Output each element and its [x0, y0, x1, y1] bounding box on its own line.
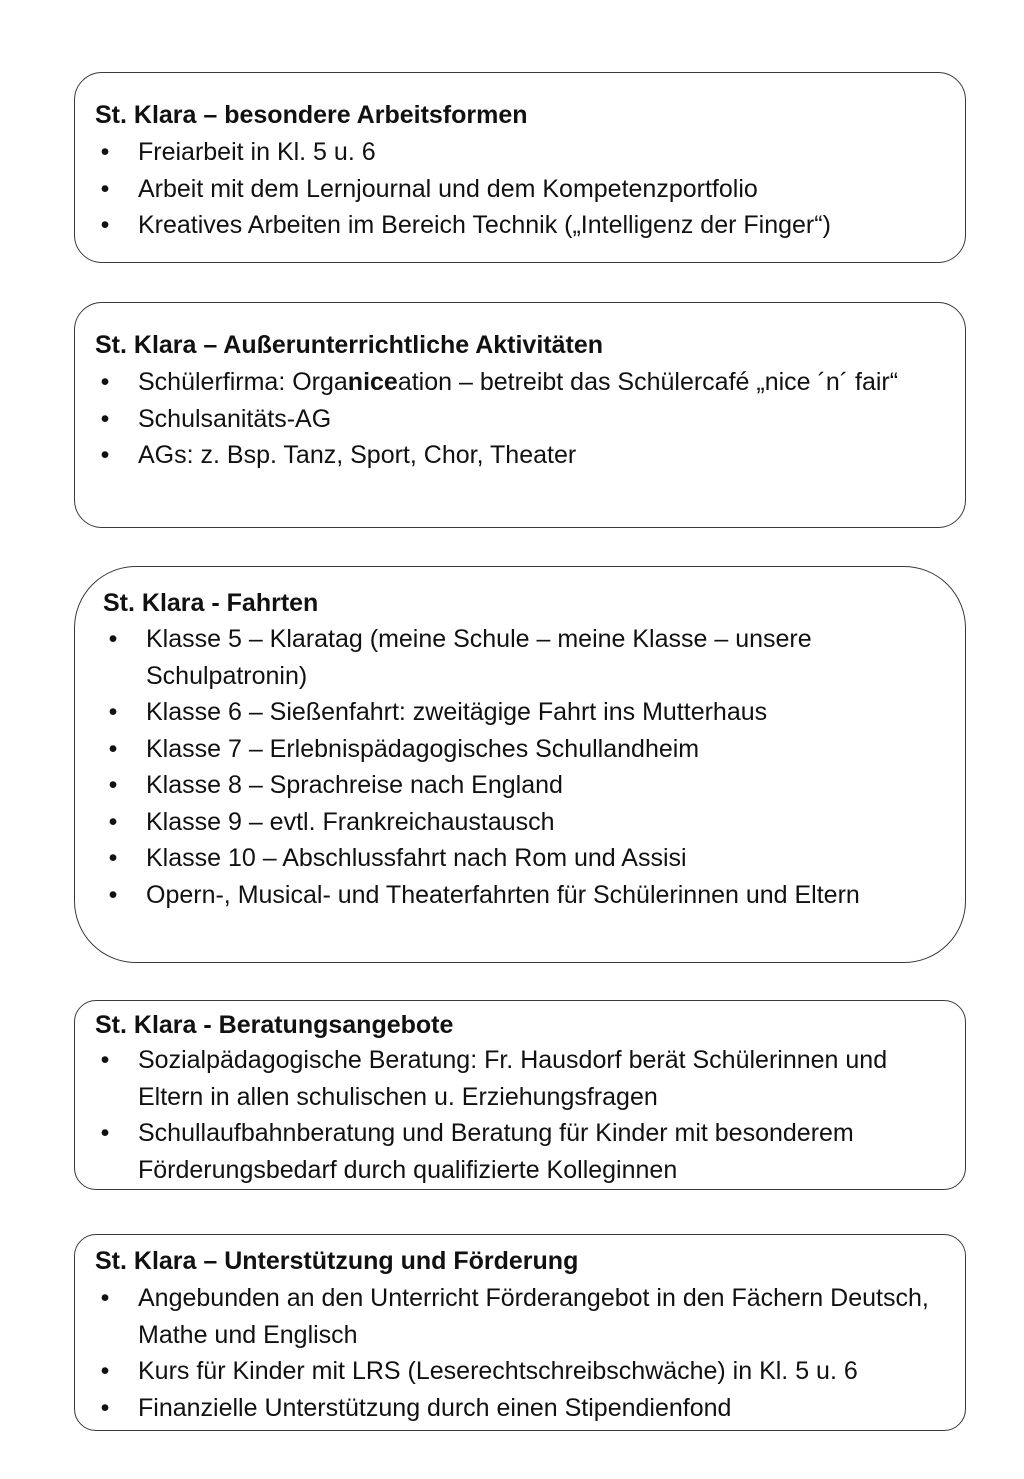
section-box-beratung [74, 1000, 966, 1190]
bullet-icon: • [108, 844, 118, 872]
section-title: St. Klara - Beratungsangebote [95, 1011, 454, 1039]
list-item: • Finanzielle Unterstützung durch einen Stipendienfond [95, 1390, 945, 1427]
section-title: St. Klara - Fahrten [103, 589, 319, 617]
bullet-icon: • [100, 138, 110, 166]
list-item: • Schulsanitäts-AG [95, 401, 905, 438]
bullet-icon: • [100, 1046, 110, 1074]
section-title: St. Klara – Außerunterrichtliche Aktivitäten [95, 331, 603, 359]
bullet-icon: • [100, 174, 110, 203]
bullet-icon: • [108, 625, 118, 653]
bullet-icon: • [100, 1393, 110, 1422]
bullet-icon: • [100, 1357, 110, 1385]
list-item: • Klasse 6 – Sießenfahrt: zweitägige Fahrt ins Mutterhaus [103, 694, 893, 731]
bullet-icon: • [100, 1284, 110, 1312]
list-item: • Kreatives Arbeiten im Bereich Technik („Intelligenz der Finger“) [95, 207, 945, 244]
list-item: • Angebunden an den Unterricht Förderangebot in den Fächern Deutsch, Mathe und Englisch [95, 1280, 945, 1353]
bullet-list [95, 1042, 925, 1188]
bullet-icon: • [100, 1119, 110, 1147]
section-title: St. Klara – besondere Arbeitsformen [95, 101, 528, 129]
list-item: • Schullaufbahnberatung und Beratung für Kinder mit besonderem Förderungsbedarf durch qualifizierte Kolleginnen [95, 1115, 925, 1188]
list-item: • AGs: z. Bsp. Tanz, Sport, Chor, Theater [95, 437, 905, 474]
bullet-icon: • [100, 441, 110, 469]
bullet-icon: • [100, 368, 110, 396]
section-box-foerderung [74, 1234, 966, 1431]
bullet-icon: • [108, 771, 118, 799]
list-item: • Kurs für Kinder mit LRS (Leserechtschreibschwäche) in Kl. 5 u. 6 [95, 1353, 945, 1390]
list-item: • Klasse 7 – Erlebnispädagogisches Schullandheim [103, 731, 893, 768]
bullet-icon: • [108, 880, 118, 909]
list-item: • Schülerfirma: Organiceation – betreibt das Schülercafé „nice ´n´ fair“ [95, 364, 905, 401]
bullet-icon: • [100, 404, 110, 433]
list-item: • Klasse 10 – Abschlussfahrt nach Rom und Assisi [103, 840, 893, 877]
bullet-list [95, 364, 905, 474]
section-title: St. Klara – Unterstützung und Förderung [95, 1247, 579, 1275]
section-box-aktivitaeten [74, 302, 966, 528]
bullet-icon: • [100, 211, 110, 239]
list-item: • Klasse 5 – Klaratag (meine Schule – meine Klasse – unsere Schulpatronin) [103, 621, 893, 694]
list-item: • Sozialpädagogische Beratung: Fr. Hausdorf berät Schülerinnen und Eltern in allen schulischen u. Erziehungsfragen [95, 1042, 925, 1115]
list-item: • Arbeit mit dem Lernjournal und dem Kompetenzportfolio [95, 171, 945, 208]
list-item: • Klasse 9 – evtl. Frankreichaustausch [103, 804, 893, 841]
list-item: • Opern-, Musical- und Theaterfahrten für Schülerinnen und Eltern [103, 877, 893, 914]
section-box-fahrten [74, 566, 966, 963]
list-item: • Klasse 8 – Sprachreise nach England [103, 767, 893, 804]
bullet-list [103, 621, 893, 913]
bullet-icon: • [108, 734, 118, 763]
bullet-list [95, 134, 945, 244]
bullet-list [95, 1280, 945, 1426]
list-item: • Freiarbeit in Kl. 5 u. 6 [95, 134, 945, 171]
section-box-arbeitsformen [74, 72, 966, 263]
bullet-icon: • [108, 807, 118, 836]
bullet-icon: • [108, 698, 118, 726]
